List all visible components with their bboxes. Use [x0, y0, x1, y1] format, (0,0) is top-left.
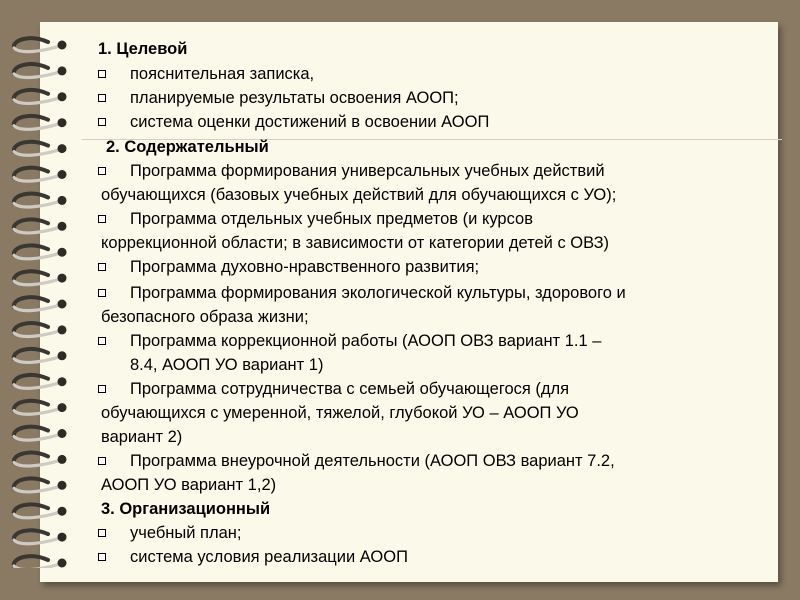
list-item-text-continued: коррекционной области; в зависимости от категории детей с ОВЗ)	[101, 234, 610, 252]
list-item-text-continued: вариант 2)	[101, 428, 183, 446]
list-item-text-continued: обучающихся с умеренной, тяжелой, глубокой УО – АООП УО	[101, 404, 579, 422]
list-item-text: учебный план;	[130, 524, 242, 542]
list-item-text: Программа формирования универсальных учебных действий	[130, 162, 605, 180]
checkbox-bullet-icon	[98, 289, 106, 297]
checkbox-bullet-icon	[98, 553, 106, 561]
list-item-text: Программа формирования экологической культуры, здорового и	[130, 284, 626, 302]
list-item-text-continued: безопасного образа жизни;	[101, 308, 309, 326]
list-item-text: Программа духовно-нравственного развития;	[130, 258, 480, 276]
list-item-text: система оценки достижений в освоении АООП	[130, 113, 490, 131]
list-item-text-continued: АООП УО вариант 1,2)	[101, 476, 277, 494]
checkbox-bullet-icon	[98, 70, 106, 78]
checkbox-bullet-icon	[98, 457, 106, 465]
checkbox-bullet-icon	[98, 337, 106, 345]
list-item-text: Программа отдельных учебных предметов (и курсов	[130, 210, 533, 228]
section-heading-content: 2. Содержательный	[106, 138, 269, 156]
checkbox-bullet-icon	[98, 263, 106, 271]
list-item-text-continued: обучающихся (базовых учебных действий для обучающихся с УО);	[101, 186, 617, 204]
section-heading-target: 1. Целевой	[98, 40, 188, 58]
checkbox-bullet-icon	[98, 118, 106, 126]
checkbox-bullet-icon	[98, 167, 106, 175]
list-item-text: Программа внеурочной деятельности (АООП ОВЗ вариант 7.2,	[130, 452, 615, 470]
checkbox-bullet-icon	[98, 529, 106, 537]
list-item-text-continued: 8.4, АООП УО вариант 1)	[130, 356, 324, 374]
section-heading-organizational: 3. Организационный	[101, 500, 271, 518]
list-item-text: Программа коррекционной работы (АООП ОВЗ вариант 1.1 –	[130, 332, 602, 350]
list-item-text: пояснительная записка,	[130, 65, 315, 83]
checkbox-bullet-icon	[98, 215, 106, 223]
checkbox-bullet-icon	[98, 385, 106, 393]
list-item-text: планируемые результаты освоения АООП;	[130, 89, 459, 107]
list-item-text: система условия реализации АООП	[130, 548, 408, 566]
checkbox-bullet-icon	[98, 94, 106, 102]
list-item-text: Программа сотрудничества с семьей обучающегося (для	[130, 380, 570, 398]
